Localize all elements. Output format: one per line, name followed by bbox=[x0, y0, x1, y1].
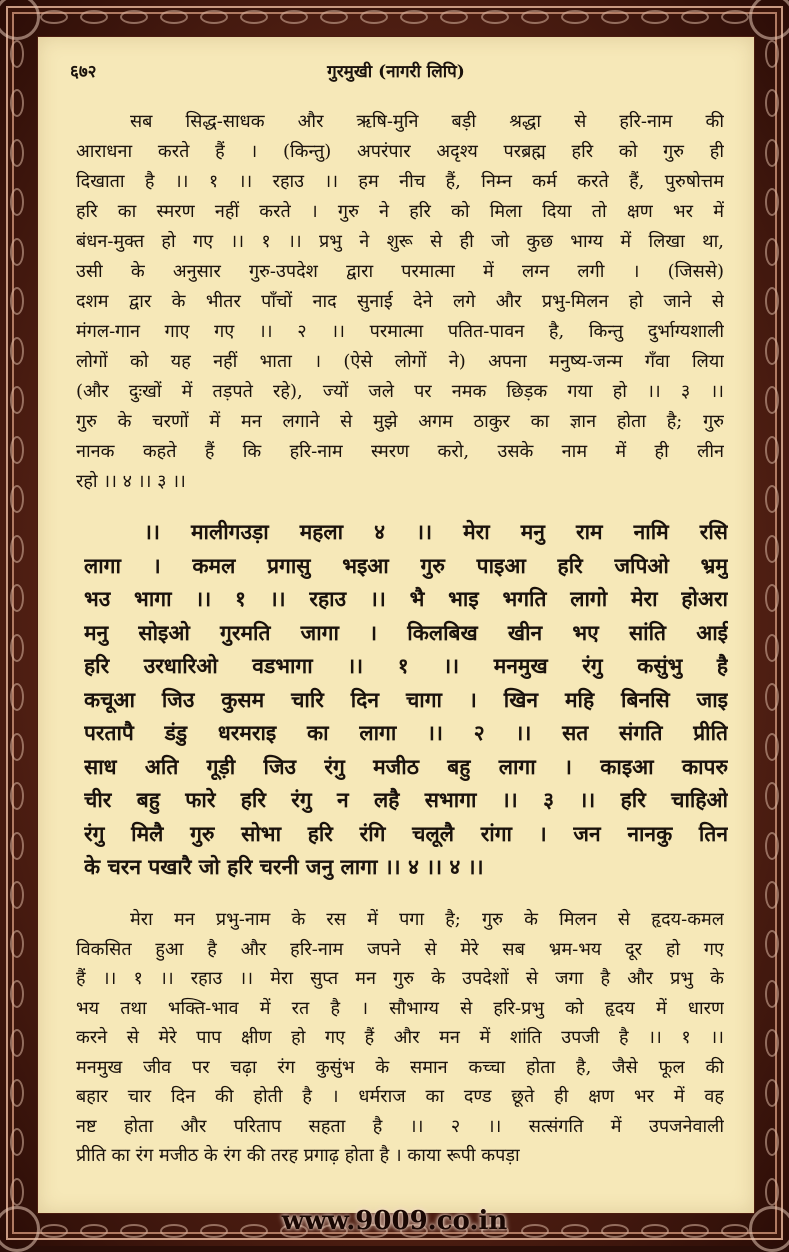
text-line: हरि उरधारिओ वडभागा ।। १ ।। मनमुख रंगु कसुंभु है bbox=[84, 653, 728, 678]
text-line: भउ भागा ।। १ ।। रहाउ ।। भै भाइ भगति लागो मेरा होअरा bbox=[84, 586, 728, 611]
text-line: नष्ट होता और परिताप सहता है ।। २ ।। सत्संगति में उपजनेवाली bbox=[76, 1115, 724, 1137]
text-line: बंधन-मुक्त हो गए ।। १ ।। प्रभु ने शुरू से ही जो कुछ भाग्य में लिखा था, bbox=[76, 231, 724, 252]
text-line: के चरन पखारै जो हरि चरनी जनु लागा ।। ४ ।। ४ ।। bbox=[84, 854, 484, 879]
text-line: नानक कहते हैं कि हरि-नाम स्मरण करो, उसके नाम में ही लीन bbox=[76, 441, 724, 462]
text-line: दशम द्वार के भीतर पाँचों नाद सुनाई देने लगे और प्रभु-मिलन हो जाने से bbox=[76, 291, 724, 312]
text-line: सब सिद्ध-साधक और ऋषि-मुनि बड़ी श्रद्धा से हरि-नाम की bbox=[130, 111, 724, 132]
text-line: हैं ।। १ ।। रहाउ ।। मेरा सुप्त मन गुरु के उपदेशों से जगा है और प्रभु के bbox=[76, 968, 724, 989]
text-line: गुरु के चरणों में मन लगाने से मुझे अगम ठाकुर का ज्ञान होता है; गुरु bbox=[76, 411, 724, 432]
text-line: रहो ।। ४ ।। ३ ।। bbox=[76, 471, 186, 492]
scroll-ornament-left bbox=[10, 40, 24, 1206]
text-line: मंगल-गान गाए गए ।। २ ।। परमात्मा पतित-पावन है, किन्तु दुर्भाग्यशाली bbox=[76, 321, 724, 342]
text-line: लागा । कमल प्रगासु भइआ गुरु पाइआ हरि जपिओ भ्रमु bbox=[84, 552, 728, 578]
text-line: लोगों को यह नहीं भाता । (ऐसे लोगों ने) अपना मनुष्य-जन्म गँवा लिया bbox=[76, 351, 724, 372]
scroll-ornament-top bbox=[40, 10, 749, 24]
text-line: विकसित हुआ है और हरि-नाम जपने से मेरे सब भ्रम-भय दूर हो गए bbox=[76, 938, 724, 960]
text-line: साध अति गूड़ी जिउ रंगु मजीठ बहु लागा । काइआ कापरु bbox=[84, 753, 728, 779]
text-line: परतापै डंडु धरमराइ का लागा ।। २ ।। सत संगति प्रीति bbox=[84, 720, 728, 745]
text-line: मनु सोइओ गुरमति जागा । किलबिख खीन भए सांति आई bbox=[84, 619, 728, 645]
text-line: ।। मालीगउड़ा महला ४ ।। मेरा मनु राम नामि रसि bbox=[144, 519, 728, 544]
text-line: आराधना करते हैं । (किन्तु) अपरंपार अदृश्य परब्रह्म हरि को गुरु ही bbox=[76, 141, 724, 162]
page-header bbox=[38, 59, 754, 85]
website-watermark: www.9009.co.in bbox=[281, 1206, 508, 1236]
scroll-ornament-right bbox=[765, 40, 779, 1206]
text-line: मनमुख जीव पर चढ़ा रंग कुसुंभ के समान कच्चा होता है, जैसे फूल की bbox=[76, 1056, 724, 1078]
text-line: चीर बहु फारे हरि रंगु न लहै सभागा ।। ३ ।। हरि चाहिओ bbox=[84, 787, 728, 812]
text-line: प्रीति का रंग मजीठ के रंग की तरह प्रगाढ़ होता है । काया रूपी कपड़ा bbox=[76, 1145, 520, 1166]
page-number: ६७२ bbox=[70, 62, 97, 82]
page-title: गुरमुखी (नागरी लिपि) bbox=[327, 62, 465, 82]
text-line: रंगु मिलै गुरु सोभा हरि रंगि चलूलै रांगा । जन नानकु तिन bbox=[84, 820, 728, 846]
text-line: मेरा मन प्रभु-नाम के रस में पगा है; गुरु के मिलन से हृदय-कमल bbox=[130, 909, 724, 930]
translation-paragraph-2 bbox=[76, 905, 724, 1171]
translation-paragraph-1 bbox=[76, 107, 724, 497]
text-line: दिखाता है ।। १ ।। रहाउ ।। हम नीच हैं, निम्न कर्म करते हैं, पुरुषोत्तम bbox=[76, 171, 724, 192]
page bbox=[37, 36, 755, 1214]
text-line: करने से मेरे पाप क्षीण हो गए हैं और मन में शांति उपजी है ।। १ ।। bbox=[76, 1027, 724, 1048]
text-line: हरि का स्मरण नहीं करते । गुरु ने हरि को मिला दिया तो क्षण भर में bbox=[76, 201, 724, 222]
gurbani-verse bbox=[84, 515, 728, 884]
text-line: कचूआ जिउ कुसम चारि दिन चागा । खिन महि बिनसि जाइ bbox=[84, 686, 728, 712]
text-line: बहार चार दिन की होती है । धर्मराज का दण्ड छूते ही क्षण भर में वह bbox=[76, 1086, 724, 1107]
text-line: (और दुःखों में तड़पते रहे), ज्यों जले पर नमक छिड़क गया हो ।। ३ ।। bbox=[76, 381, 724, 402]
text-line: उसी के अनुसार गुरु-उपदेश द्वारा परमात्मा में लग्न लगी । (जिससे) bbox=[76, 261, 724, 282]
text-line: भय तथा भक्ति-भाव में रत है । सौभाग्य से हरि-प्रभु को हृदय में धारण bbox=[76, 997, 724, 1019]
